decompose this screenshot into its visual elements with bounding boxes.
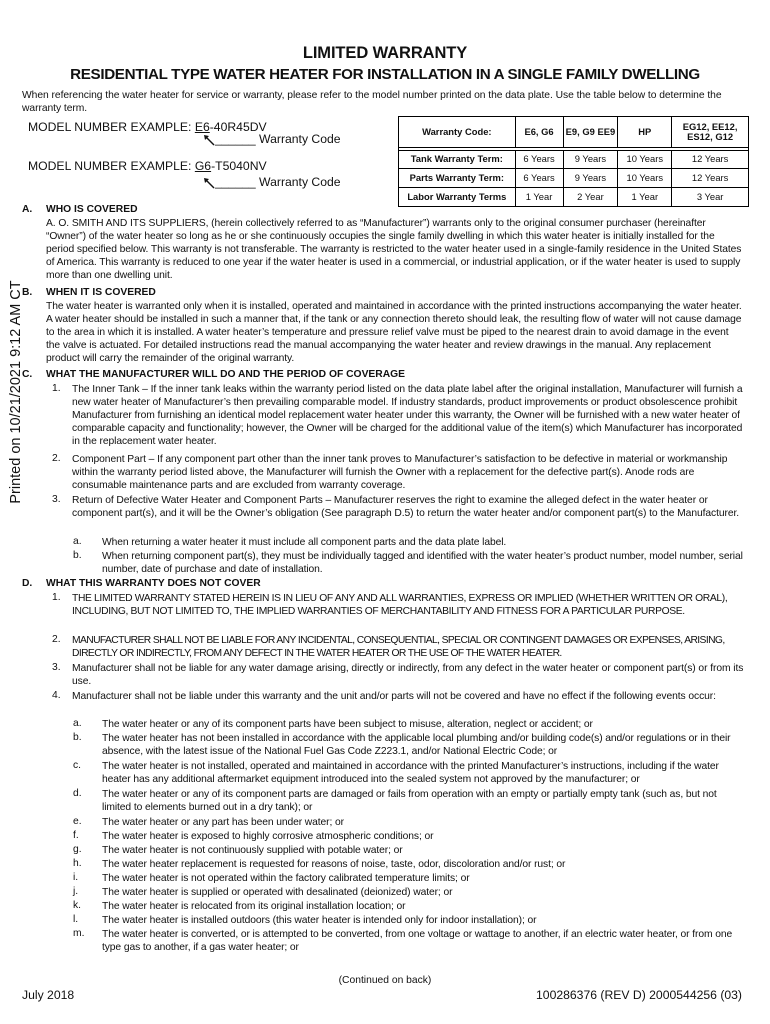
section-b-text: The water heater is warranted only when it is installed, operated and maintained in accordance with the printed instructions accompanying the water heater. A water heater should be installed in such a manner that, if the tank or any connection thereto should leak, the resulting flow of water will not cause damage to the area in which it is installed. A water heater’s temperature and pressure relief valve must be piped to the nearest drain to avoid damage in the event the valve is actuated. For detailed instructions read the manual accompanying the water heater and review drawings in the manual. Any replacement product will carry the remainder of the original warranty.: [46, 301, 742, 364]
table-cell: 9 Years: [563, 169, 618, 188]
list-number: 3.: [52, 662, 61, 673]
table-cell: 2 Year: [563, 188, 618, 207]
print-timestamp: Printed on 10/21/2021 9:12 AM CT: [8, 280, 24, 504]
sub-list-letter: j.: [73, 886, 79, 897]
table-header-cell: E9, G9 EE9: [563, 117, 618, 148]
table-row-header: Parts Warranty Term:: [399, 169, 516, 188]
arrow-up-left-icon: [203, 177, 215, 189]
section-heading-who-is-covered: WHO IS COVERED: [46, 204, 138, 215]
sub-list-letter: a.: [73, 718, 82, 729]
sub-list-item: When returning component part(s), they must be individually tagged and identified with the water heater’s product number, model number, serial number, date of purchase and date of installation.: [102, 551, 743, 575]
sub-list-item: The water heater is not installed, operated and maintained in accordance with the printed Manufacturer’s instructions, including if the water heater has any additional aftermarket equipment introduced into the sealed system not approved by the manufacturer; or: [102, 761, 719, 785]
list-number: 2.: [52, 453, 61, 464]
table-header-cell: Warranty Code:: [399, 117, 516, 148]
section-letter-b: B.: [22, 287, 33, 298]
table-cell: 1 Year: [618, 188, 672, 207]
sub-list-letter: f.: [73, 830, 79, 841]
sub-list-item: The water heater is exposed to highly corrosive atmospheric conditions; or: [102, 831, 434, 842]
model-number-rest: -40R45DV: [209, 120, 267, 134]
table-cell: 12 Years: [672, 169, 749, 188]
table-header-cell: EG12, EE12, ES12, G12: [672, 117, 749, 148]
section-a-text: A. O. SMITH AND ITS SUPPLIERS, (herein collectively referred to as “Manufacturer”) warrants only to the original consumer purchaser (hereinafter “Owner”) of the water heater so long as he or she continuously occupies the single family dwelling in which this water heater is initially installed for the period specified below. This warranty is not transferable. The warranty is restricted to the water heater used in a single-family residence in the United States of America. This warranty is reduced to one year if the water heater is used in a commercial, or industrial application, or if the water heater is used to supply more than one dwelling unit.: [46, 218, 742, 281]
table-cell: 10 Years: [618, 151, 672, 169]
list-item-exclusions: Manufacturer shall not be liable under this warranty and the unit and/or parts will not be covered and have no effect if the following events occur:: [72, 691, 716, 702]
sub-list-item: The water heater or any of its component parts are damaged or fails from operation with an empty or partially empty tank (such as, but not limited to elements burned out in a dry tank); or: [102, 789, 717, 813]
section-letter-c: C.: [22, 369, 33, 380]
model-example-label: MODEL NUMBER EXAMPLE:: [28, 159, 195, 173]
warranty-code-caption-1: ______ Warranty Code: [215, 132, 341, 146]
sub-list-item: The water heater has not been installed in accordance with the applicable local plumbing and/or building code(s) and/or regulations or in their absence, with the latest issue of the National Fuel Gas Code Z223.1, and/or National Electric Code; or: [102, 733, 731, 757]
sub-list-item: The water heater is not operated within the factory calibrated temperature limits; or: [102, 873, 470, 884]
table-cell: 1 Year: [515, 188, 563, 207]
table-cell: 6 Years: [515, 169, 563, 188]
sub-list-letter: a.: [73, 536, 82, 547]
sub-list-letter: d.: [73, 788, 82, 799]
sub-list-letter: m.: [73, 928, 85, 939]
table-cell: 9 Years: [563, 151, 618, 169]
sub-list-item: The water heater or any part has been under water; or: [102, 817, 344, 828]
sub-list-item: The water heater is converted, or is attempted to be converted, from one voltage or wattage to another, if an electric water heater, or from one type gas to another, if a gas water heater; or: [102, 929, 733, 953]
model-example-label: MODEL NUMBER EXAMPLE:: [28, 120, 195, 134]
sub-list-letter: b.: [73, 732, 82, 743]
section-heading-manufacturer-will-do: WHAT THE MANUFACTURER WILL DO AND THE PERIOD OF COVERAGE: [46, 369, 406, 380]
sub-list-letter: c.: [73, 760, 82, 771]
list-number: 1.: [52, 383, 61, 394]
sub-list-letter: e.: [73, 816, 82, 827]
table-cell: 6 Years: [515, 151, 563, 169]
table-cell: 10 Years: [618, 169, 672, 188]
table-row: [399, 188, 749, 207]
list-number: 2.: [52, 634, 61, 645]
list-item-liability: MANUFACTURER SHALL NOT BE LIABLE FOR ANY INCIDENTAL, CONSEQUENTIAL, SPECIAL OR CONTINGENT DAMAGES OR EXPENSES, ARISING, DIRECTLY OR INDIRECTLY, FROM ANY DEFECT IN THE WATER HEATER OR THE USE OF THE WATER HEATER.: [72, 635, 725, 659]
document-title: LIMITED WARRANTY: [302, 44, 468, 62]
table-cell: 12 Years: [672, 151, 749, 169]
list-number: 4.: [52, 690, 61, 701]
sub-list-item: The water heater is supplied or operated with desalinated (deionized) water; or: [102, 887, 453, 898]
list-number: 1.: [52, 592, 61, 603]
sub-list-letter: h.: [73, 858, 82, 869]
list-item-inner-tank: The Inner Tank – If the inner tank leaks within the warranty period listed on the data plate label after the original installation, Manufacturer will furnish a new water heater of Manufacturer’s then prevailing comparable model. If industry standards, product improvements or product obsolescence prohibit Manufacturer from furnishing an identical model replacement water heater under this warranty, the Owner will be furnished with a new water heater of comparable capacity and functionality; however, the Owner will be charged for the additional value of the item(s) which Manufacturer has incorporated in the replacement water heater.: [72, 384, 743, 447]
section-letter-d: D.: [22, 578, 33, 589]
table-cell: 3 Year: [672, 188, 749, 207]
sub-list-item: The water heater is relocated from its original installation location; or: [102, 901, 406, 912]
section-heading-not-covered: WHAT THIS WARRANTY DOES NOT COVER: [46, 578, 261, 589]
model-warranty-code: G6: [194, 159, 212, 173]
model-number-rest: -T5040NV: [211, 159, 267, 173]
sub-list-letter: g.: [73, 844, 82, 855]
sub-list-item: The water heater or any of its component parts have been subject to misuse, alteration, neglect or accident; or: [102, 719, 593, 730]
continued-note: (Continued on back): [338, 975, 432, 986]
sub-list-letter: b.: [73, 550, 82, 561]
footer-doc-number: 100286376 (REV D) 2000544256 (03): [536, 988, 742, 1002]
list-item-disclaimer: THE LIMITED WARRANTY STATED HEREIN IS IN LIEU OF ANY AND ALL WARRANTIES, EXPRESS OR IMPLIED (WHETHER WRITTEN OR ORAL), INCLUDING, BUT NOT LIMITED TO, THE IMPLIED WARRANTIES OF MERCHANTABILITY AND FITNESS FOR A PARTICULAR PURPOSE.: [72, 593, 728, 617]
warranty-code-caption-2: ______ Warranty Code: [215, 175, 341, 189]
sub-list-item: The water heater is not continuously supplied with potable water; or: [102, 845, 403, 856]
warranty-term-table: [398, 116, 749, 207]
footer-date: July 2018: [22, 988, 75, 1002]
table-header-row: [399, 117, 749, 148]
table-row-header: Labor Warranty Terms: [399, 188, 516, 207]
intro-text: When referencing the water heater for service or warranty, please refer to the model number printed on the data plate. Use the table below to determine the warranty term.: [22, 90, 722, 114]
document-subtitle: RESIDENTIAL TYPE WATER HEATER FOR INSTALLATION IN A SINGLE FAMILY DWELLING: [70, 66, 700, 83]
table-row: [399, 169, 749, 188]
list-number: 3.: [52, 494, 61, 505]
section-letter-a: A.: [22, 204, 33, 215]
table-row-header: Tank Warranty Term:: [399, 151, 516, 169]
table-row: [399, 151, 749, 169]
side-print-stamp: [0, 0, 33, 1024]
model-warranty-code: E6: [194, 120, 210, 134]
sub-list-item: When returning a water heater it must include all component parts and the data plate label.: [102, 537, 507, 548]
sub-list-item: The water heater is installed outdoors (this water heater is intended only for indoor installation); or: [102, 915, 537, 926]
model-example-2: [28, 159, 267, 174]
table-header-cell: HP: [618, 117, 672, 148]
sub-list-item: The water heater replacement is requested for reasons of noise, taste, odor, discoloration and/or rust; or: [102, 859, 566, 870]
arrow-up-left-icon: [203, 134, 215, 146]
table-header-cell: E6, G6: [515, 117, 563, 148]
section-heading-when-covered: WHEN IT IS COVERED: [46, 287, 156, 298]
sub-list-letter: i.: [73, 872, 79, 883]
list-item-return-defective: Return of Defective Water Heater and Component Parts – Manufacturer reserves the right to examine the alleged defect in the water heater or component part(s), and it will be the Owner’s obligation (See paragraph D.5) to return the water heater and/or component part(s) to the Manufacturer.: [72, 495, 740, 519]
list-item-water-damage: Manufacturer shall not be liable for any water damage arising, directly or indirectly, from any defect in the water heater or component part(s) or from its use.: [72, 663, 744, 687]
sub-list-letter: k.: [73, 900, 82, 911]
sub-list-letter: l.: [73, 914, 79, 925]
list-item-component-part: Component Part – If any component part other than the inner tank proves to Manufacturer’s satisfaction to be defective in material or workmanship within the warranty period listed above, the Manufacturer will furnish the Owner with a replacement for the defective part(s). Anode rods are consumable maintenance parts and are excluded from warranty coverage.: [72, 454, 728, 491]
